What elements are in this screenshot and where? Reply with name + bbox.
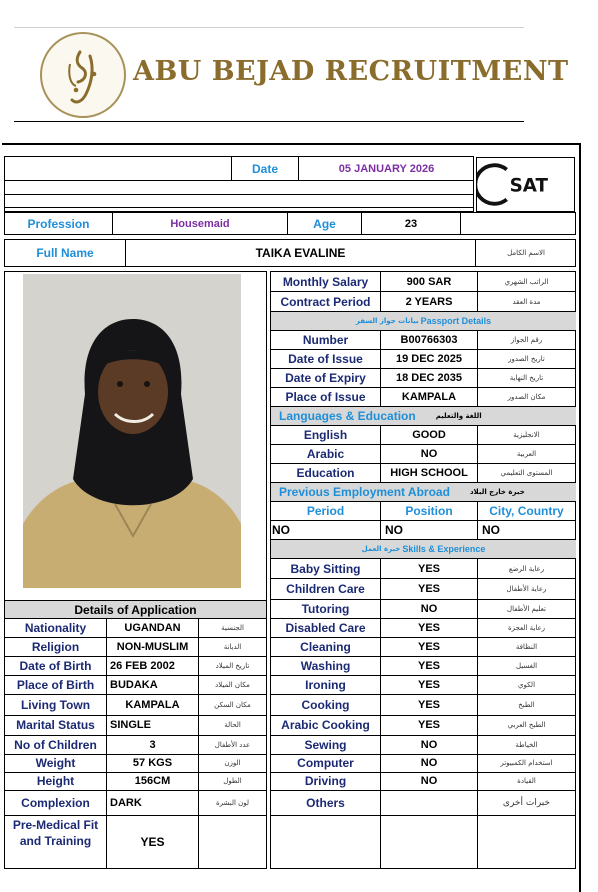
languages-header — [271, 407, 576, 425]
language-arabic: العربية — [516, 449, 537, 458]
applicant-photo — [23, 274, 241, 588]
skill-arabic: رعاية العجزة — [507, 623, 546, 632]
language-label: Arabic — [306, 446, 345, 461]
salary-arabic: الراتب الشهري — [504, 277, 549, 286]
skill-value: YES — [417, 678, 440, 691]
detail-arabic: مكان الميلاد — [215, 680, 250, 689]
header-bottom-rule — [14, 121, 524, 122]
prev-period-header: Period — [306, 504, 345, 518]
skill-arabic: الخياطة — [515, 740, 538, 749]
language-value: NO — [420, 447, 438, 460]
detail-arabic: الوزن — [224, 759, 241, 767]
age-label: Age — [313, 216, 336, 231]
fullname-arabic: الاسم الكامل — [507, 249, 545, 257]
premed-label-2: and Training — [19, 834, 92, 848]
detail-value: BUDAKA — [110, 678, 158, 691]
page-header — [0, 0, 598, 125]
passport-label: Date of Issue — [288, 351, 363, 366]
sat-logo-text: SAT — [509, 175, 549, 197]
skill-value: YES — [417, 640, 440, 653]
detail-value: UGANDAN — [124, 622, 181, 634]
fullname-label: Full Name — [36, 246, 94, 260]
detail-arabic: تاريخ الميلاد — [215, 661, 250, 670]
passport-value: B00766303 — [400, 334, 458, 346]
salary-label: Monthly Salary — [282, 274, 369, 289]
previous-employment-header — [271, 483, 576, 501]
detail-value: KAMPALA — [125, 698, 180, 711]
sat-logo-icon — [477, 158, 574, 211]
detail-value: SINGLE — [110, 719, 151, 731]
skill-label: Disabled Care — [285, 620, 366, 635]
detail-value: 3 — [149, 738, 156, 751]
detail-arabic: مكان السكن — [214, 700, 251, 709]
detail-arabic: الطول — [223, 777, 242, 785]
header-top-rule — [14, 27, 524, 28]
contract-arabic: مدة العقد — [512, 297, 541, 306]
applicant-portrait-image — [23, 274, 241, 588]
skill-arabic: استخدام الكمبيوتر — [500, 759, 553, 767]
detail-value: NON-MUSLIM — [116, 640, 189, 653]
detail-label: Nationality — [24, 621, 87, 635]
skill-label: Cooking — [301, 697, 350, 712]
skill-label: Tutoring — [301, 601, 350, 616]
passport-arabic: تاريخ الصدور — [508, 354, 545, 363]
skill-value: YES — [417, 659, 440, 672]
skill-arabic: تعليم الأطفال — [507, 604, 546, 613]
languages-header-arabic: اللغة والتعليم — [435, 412, 482, 420]
skill-label: Washing — [300, 658, 351, 673]
passport-header — [271, 312, 576, 330]
passport-header-text: Passport Details — [420, 316, 492, 326]
detail-label: Living Town — [20, 697, 91, 712]
detail-arabic: الديانة — [223, 642, 242, 651]
skill-label: Children Care — [286, 581, 365, 596]
skill-value: YES — [417, 582, 440, 595]
detail-label: Weight — [35, 756, 76, 770]
details-header: Details of Application — [5, 601, 266, 618]
prev-position-header: Position — [405, 504, 453, 518]
skill-arabic: النظافة — [515, 642, 538, 651]
skills-header — [271, 540, 576, 558]
company-logo — [40, 32, 126, 118]
others-arabic: خبرات أخرى — [502, 798, 551, 808]
others-label: Others — [306, 796, 345, 810]
profession-value: Housemaid — [170, 217, 230, 230]
age-value: 23 — [404, 217, 418, 230]
detail-label: Religion — [31, 639, 80, 654]
language-label: Education — [296, 465, 355, 480]
premed-label: Pre-Medical Fit — [12, 818, 99, 832]
salary-value: 900 SAR — [406, 275, 452, 288]
agency-logo — [476, 157, 575, 212]
contract-label: Contract Period — [280, 294, 371, 309]
date-value: 05 JANUARY 2026 — [338, 162, 435, 175]
passport-label: Number — [302, 333, 349, 347]
skill-value: NO — [420, 738, 438, 751]
skill-value: NO — [420, 775, 438, 787]
prev-city-header: City, Country — [489, 504, 564, 518]
skills-header-text: Skills & Experience — [402, 544, 486, 554]
skill-label: Cleaning — [300, 639, 351, 654]
detail-label: Height — [36, 774, 75, 788]
language-value: GOOD — [412, 429, 446, 441]
passport-value: 19 DEC 2025 — [395, 352, 463, 365]
prev-position-value: NO — [385, 523, 403, 537]
skill-arabic: رعاية الأطفال — [506, 584, 547, 593]
passport-arabic: تاريخ النهاية — [509, 373, 544, 382]
skill-arabic: الطبخ العربي — [507, 721, 546, 729]
detail-arabic: لون البشرة — [215, 798, 250, 807]
previous-employment-header-text: Previous Employment Abroad — [279, 485, 450, 499]
languages-header-text: Languages & Education — [279, 409, 416, 423]
row-divider — [270, 815, 576, 816]
skill-label: Sewing — [304, 737, 347, 752]
previous-employment-header-arabic: خبرة خارج البلاد — [469, 488, 525, 496]
skill-value: NO — [420, 757, 438, 769]
skill-value: YES — [417, 719, 440, 731]
skill-label: Ironing — [305, 677, 346, 692]
passport-header-arabic: بيانات جواز السفر — [355, 317, 419, 325]
detail-value: 26 FEB 2002 — [110, 659, 175, 672]
skill-arabic: رعاية الرضع — [508, 564, 545, 573]
detail-label: Marital Status — [16, 718, 95, 732]
detail-label: Date of Birth — [19, 658, 92, 673]
detail-value: 57 KGS — [132, 757, 173, 769]
date-label: Date — [251, 161, 278, 176]
detail-arabic: الحالة — [224, 721, 241, 729]
passport-value: 18 DEC 2035 — [395, 371, 463, 384]
skill-value: YES — [417, 562, 440, 575]
language-arabic: الانجليزية — [513, 431, 540, 439]
passport-value: KAMPALA — [401, 390, 457, 403]
skill-arabic: الكوي — [517, 680, 536, 689]
skill-value: YES — [417, 698, 440, 711]
skills-header-arabic: خبرة العمل — [361, 545, 401, 553]
skill-value: NO — [420, 602, 438, 615]
language-label: English — [303, 428, 348, 442]
language-arabic: المستوى التعليمي — [500, 468, 553, 477]
skill-value: YES — [417, 621, 440, 634]
passport-arabic: مكان الصدور — [507, 392, 546, 401]
profession-label: Profession — [27, 216, 90, 231]
detail-label: Place of Birth — [16, 677, 95, 692]
language-value: HIGH SCHOOL — [390, 466, 468, 479]
detail-value: DARK — [110, 796, 142, 809]
detail-label: Complexion — [21, 795, 90, 810]
detail-arabic: الجنسية — [221, 624, 244, 632]
skill-arabic: القيادة — [517, 777, 536, 785]
contract-value: 2 YEARS — [405, 295, 453, 308]
skill-label: Driving — [304, 774, 347, 788]
detail-arabic: عدد الأطفال — [214, 740, 251, 749]
detail-value: 156CM — [134, 775, 171, 787]
passport-arabic: رقم الجواز — [510, 336, 543, 344]
skill-arabic: الطبخ — [518, 700, 535, 709]
prev-city-value: NO — [482, 523, 500, 537]
company-name: ABU BEJAD RECRUITMENT — [133, 56, 569, 87]
prev-period-value: NO — [272, 523, 290, 537]
fullname-value: TAIKA EVALINE — [255, 246, 346, 260]
passport-label: Date of Expiry — [285, 370, 366, 385]
skill-label: Baby Sitting — [290, 561, 361, 576]
skill-label: Computer — [297, 756, 354, 770]
premed-value: YES — [140, 835, 165, 849]
skill-arabic: الغسيل — [515, 661, 538, 670]
passport-label: Place of Issue — [285, 389, 366, 404]
detail-label: No of Children — [14, 737, 97, 752]
calligraphy-logo-icon — [42, 34, 128, 120]
skill-label: Arabic Cooking — [281, 718, 370, 732]
